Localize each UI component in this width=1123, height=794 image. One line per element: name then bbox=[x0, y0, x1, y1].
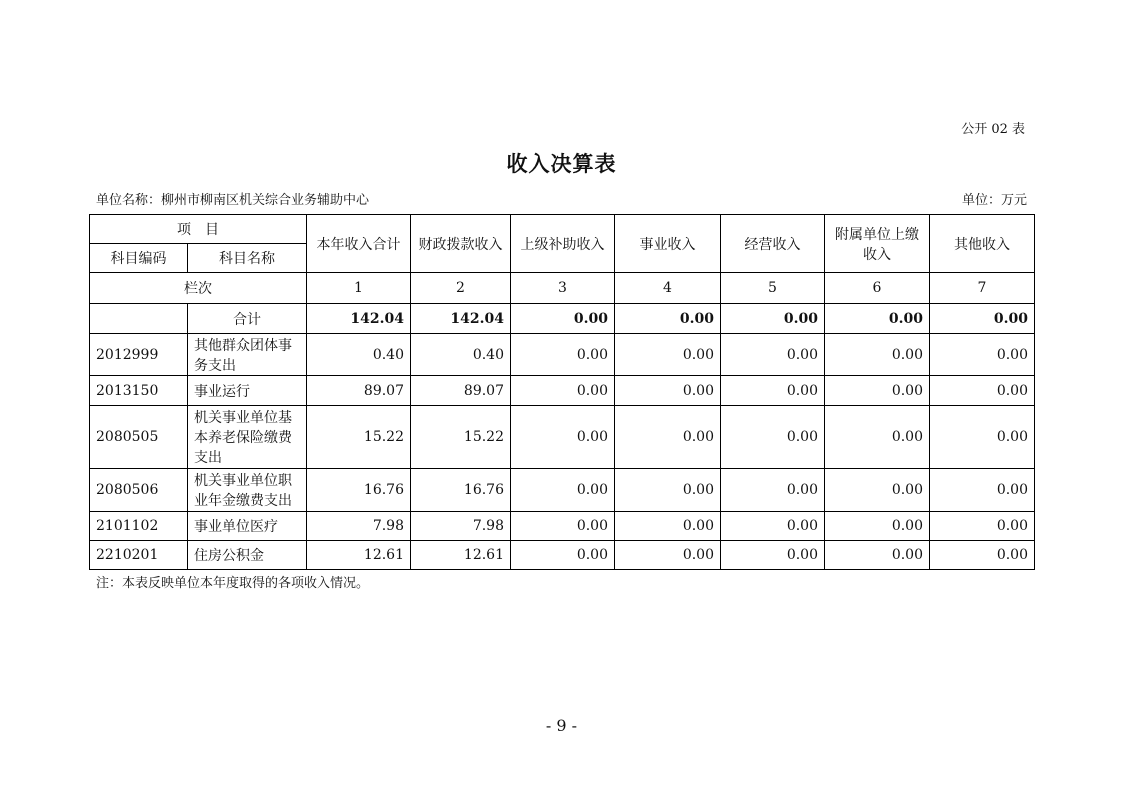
row-value: 0.40 bbox=[411, 334, 511, 376]
row-value: 15.22 bbox=[307, 406, 411, 469]
total-value: 0.00 bbox=[615, 304, 721, 334]
table-row bbox=[90, 334, 1035, 376]
unit-name: 单位名称：柳州市柳南区机关综合业务辅助中心 bbox=[96, 193, 370, 208]
income-table bbox=[89, 214, 1035, 570]
row-code: 2210201 bbox=[90, 541, 188, 570]
row-value: 7.98 bbox=[307, 512, 411, 541]
header-col-5: 经营收入 bbox=[721, 215, 825, 273]
column-number: 5 bbox=[721, 273, 825, 304]
row-value: 0.40 bbox=[307, 334, 411, 376]
unit-label: 单位：万元 bbox=[961, 193, 1027, 208]
row-value: 0.00 bbox=[511, 541, 615, 570]
column-number-label: 栏次 bbox=[90, 273, 307, 304]
row-value: 0.00 bbox=[721, 334, 825, 376]
row-value: 0.00 bbox=[511, 406, 615, 469]
header-col-4: 事业收入 bbox=[615, 215, 721, 273]
table-note: 注：本表反映单位本年度取得的各项收入情况。 bbox=[96, 576, 370, 591]
row-value: 89.07 bbox=[307, 376, 411, 406]
column-number: 1 bbox=[307, 273, 411, 304]
row-value: 0.00 bbox=[930, 376, 1035, 406]
row-value: 7.98 bbox=[411, 512, 511, 541]
row-value: 0.00 bbox=[930, 469, 1035, 512]
row-value: 0.00 bbox=[511, 512, 615, 541]
row-value: 0.00 bbox=[615, 541, 721, 570]
row-value: 0.00 bbox=[511, 376, 615, 406]
row-value: 0.00 bbox=[721, 376, 825, 406]
row-name: 机关事业单位职业年金缴费支出 bbox=[188, 469, 307, 512]
column-number: 4 bbox=[615, 273, 721, 304]
header-col-3: 上级补助收入 bbox=[511, 215, 615, 273]
row-name: 住房公积金 bbox=[188, 541, 307, 570]
row-value: 15.22 bbox=[411, 406, 511, 469]
header-code: 科目编码 bbox=[90, 244, 188, 273]
row-value: 0.00 bbox=[615, 334, 721, 376]
table-row bbox=[90, 406, 1035, 469]
table-row bbox=[90, 541, 1035, 570]
row-value: 0.00 bbox=[930, 406, 1035, 469]
row-value: 89.07 bbox=[411, 376, 511, 406]
total-value: 0.00 bbox=[825, 304, 930, 334]
form-code: 公开 02 表 bbox=[961, 122, 1025, 137]
row-value: 0.00 bbox=[825, 512, 930, 541]
total-value: 0.00 bbox=[511, 304, 615, 334]
header-col-1: 本年收入合计 bbox=[307, 215, 411, 273]
column-number: 6 bbox=[825, 273, 930, 304]
row-code: 2012999 bbox=[90, 334, 188, 376]
row-value: 0.00 bbox=[930, 512, 1035, 541]
row-code: 2080506 bbox=[90, 469, 188, 512]
row-code: 2101102 bbox=[90, 512, 188, 541]
row-value: 0.00 bbox=[825, 376, 930, 406]
row-code: 2080505 bbox=[90, 406, 188, 469]
column-number: 2 bbox=[411, 273, 511, 304]
total-value: 0.00 bbox=[721, 304, 825, 334]
row-value: 0.00 bbox=[825, 541, 930, 570]
row-value: 0.00 bbox=[615, 512, 721, 541]
row-value: 0.00 bbox=[825, 406, 930, 469]
header-row-top bbox=[90, 215, 1035, 244]
total-value: 142.04 bbox=[307, 304, 411, 334]
row-value: 0.00 bbox=[615, 406, 721, 469]
row-name: 事业单位医疗 bbox=[188, 512, 307, 541]
table-row bbox=[90, 469, 1035, 512]
header-name: 科目名称 bbox=[188, 244, 307, 273]
total-value: 142.04 bbox=[411, 304, 511, 334]
row-value: 0.00 bbox=[721, 541, 825, 570]
row-value: 0.00 bbox=[721, 406, 825, 469]
row-value: 0.00 bbox=[721, 512, 825, 541]
row-name: 事业运行 bbox=[188, 376, 307, 406]
header-col-2: 财政拨款收入 bbox=[411, 215, 511, 273]
column-number: 3 bbox=[511, 273, 615, 304]
total-value: 0.00 bbox=[930, 304, 1035, 334]
table-row bbox=[90, 376, 1035, 406]
row-value: 0.00 bbox=[825, 334, 930, 376]
row-name: 其他群众团体事务支出 bbox=[188, 334, 307, 376]
row-code: 2013150 bbox=[90, 376, 188, 406]
table-row bbox=[90, 512, 1035, 541]
row-name: 机关事业单位基本养老保险缴费支出 bbox=[188, 406, 307, 469]
column-number: 7 bbox=[930, 273, 1035, 304]
column-number-row bbox=[90, 273, 1035, 304]
total-label: 合计 bbox=[188, 304, 307, 334]
row-value: 0.00 bbox=[615, 469, 721, 512]
row-value: 0.00 bbox=[825, 469, 930, 512]
row-value: 0.00 bbox=[511, 334, 615, 376]
unit-row bbox=[96, 189, 1027, 208]
total-code-cell bbox=[90, 304, 188, 334]
row-value: 16.76 bbox=[307, 469, 411, 512]
row-value: 12.61 bbox=[411, 541, 511, 570]
row-value: 16.76 bbox=[411, 469, 511, 512]
header-col-7: 其他收入 bbox=[930, 215, 1035, 273]
page-title: 收入决算表 bbox=[506, 151, 617, 176]
row-value: 0.00 bbox=[511, 469, 615, 512]
row-value: 0.00 bbox=[930, 541, 1035, 570]
row-value: 12.61 bbox=[307, 541, 411, 570]
total-row bbox=[90, 304, 1035, 334]
header-project: 项 目 bbox=[90, 215, 307, 244]
row-value: 0.00 bbox=[930, 334, 1035, 376]
page-number: - 9 - bbox=[545, 716, 578, 735]
row-value: 0.00 bbox=[615, 376, 721, 406]
row-value: 0.00 bbox=[721, 469, 825, 512]
header-col-6: 附属单位上缴收入 bbox=[825, 215, 930, 273]
